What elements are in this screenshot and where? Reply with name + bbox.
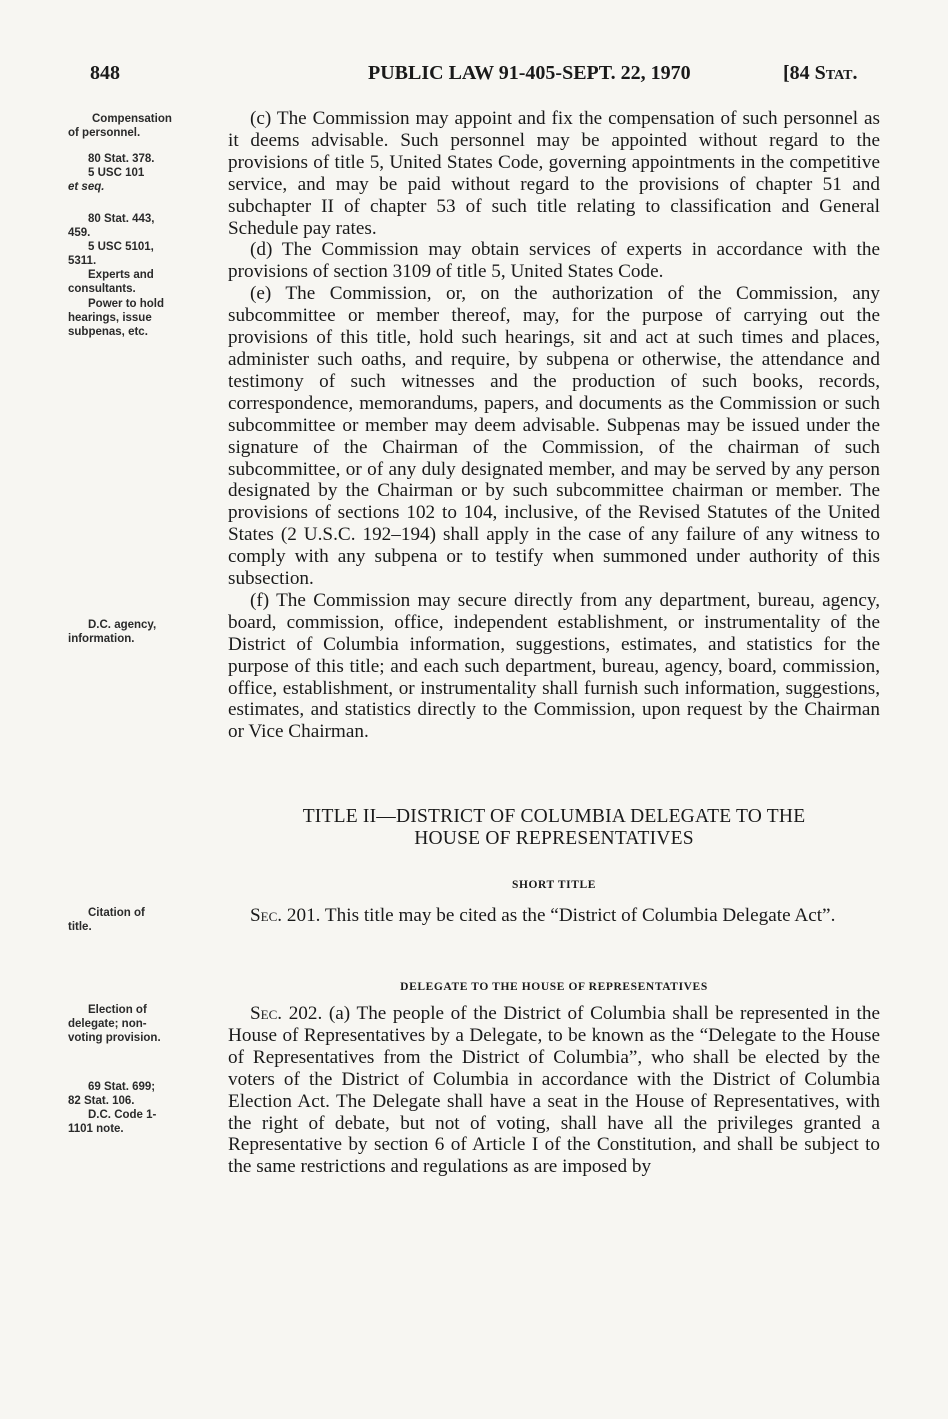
paragraph-f: (f) The Commission may secure directly from any department, bureau, agency, board, commission, office, independent establishment, or instrumentality of the District of Columbia information, suggestions, estimates, and statistics for the purpose of this title; and each such department, bureau, agency, board, commission, office, establishment, or instrumentality shall furnish such information, suggestions, estimates, and statistics directly to the Commission, upon request by the Chairman or Vice Chairman. [228, 589, 880, 743]
short-title-heading: SHORT TITLE [511, 879, 597, 891]
paragraph-d: (d) The Commission may obtain services of experts in accordance with the provisions of section 3109 of title 5, United States Code. [228, 239, 880, 283]
section-201-text: This title may be cited as the “District of Columbia Delegate Act”. [324, 905, 836, 926]
margin-line: 5311. [68, 255, 97, 267]
margin-line: 80 Stat. 443, [88, 213, 155, 225]
header-stat-prefix: [84 [783, 62, 815, 84]
margin-line: Election of [88, 1004, 147, 1016]
margin-line: 459. [68, 227, 91, 239]
title-heading [228, 806, 880, 850]
margin-line: consultants. [68, 283, 136, 295]
margin-line: 1101 note. [68, 1123, 124, 1135]
margin-line: hearings, issue [68, 312, 152, 324]
title-heading-line1: TITLE II—DISTRICT OF COLUMBIA DELEGATE TO THE [302, 806, 806, 827]
margin-line: title. [68, 921, 92, 933]
margin-note-dc-agency [68, 618, 208, 646]
section-105-continued [228, 108, 880, 743]
paragraph-e: (e) The Commission, or, on the authorization of the Commission, any subcommittee or member thereof, may, for the purpose of carrying out the provisions of this title, hold such hearings, sit and act at such times and places, administer such oaths, and require, by subpena or otherwise, the attendance and testimony of such witnesses and the production of such books, records, correspondence, memorandums, papers, and documents as the Commission or such subcommittee or member may deem advisable. Subpenas may be issued under the signature of the Chairman of the Commission, of the chairman of such subcommittee, or of any duly designated member, and may be served by any person designated by the Chairman or by such subcommittee chairman or member. The provisions of sections 102 to 104, inclusive, of the Revised Statutes of the United States (2 U.S.C. 192–194) shall apply in the case of any failure of any witness to comply with any subpena or to testify when summoned under authority of this subsection. [228, 283, 880, 590]
header-title: PUBLIC LAW 91-405-SEPT. 22, 1970 [368, 62, 691, 84]
margin-line: et seq. [68, 181, 105, 193]
margin-line: of personnel. [68, 127, 141, 139]
margin-note-cite-a [68, 152, 208, 194]
section-202-text: (a) The people of the District of Columbia shall be represented in the House of Representatives by a Delegate, to be known as the “Delegate to the House of Representatives from the District of Columbia”, who shall be elected by the voters of the District of Columbia in accordance with the District of Columbia Election Act. The Delegate shall have a seat in the House of Representatives, with the right of debate, but not of voting, shall have all the privileges granted a Representative by section 6 of Article I of the Constitution, and shall be subject to the same restrictions and regulations as are imposed by [228, 1003, 880, 1178]
margin-note-experts [68, 268, 208, 296]
margin-line: information. [68, 633, 135, 645]
section-202-label: Sec. 202. [250, 1003, 323, 1024]
margin-line: 5 USC 5101, [88, 241, 154, 253]
section-201-label: Sec. 201. [250, 905, 321, 926]
header-stat [783, 62, 858, 85]
margin-line: delegate; non- [68, 1018, 147, 1030]
margin-line: Citation of [88, 907, 145, 919]
margin-line: 5 USC 101 [88, 167, 145, 179]
margin-note-citation [68, 906, 208, 934]
section-201-paragraph [228, 905, 880, 927]
title-heading-line2: HOUSE OF REPRESENTATIVES [414, 828, 694, 849]
margin-note-cite-c [68, 1080, 208, 1136]
margin-line: 69 Stat. 699; [88, 1081, 156, 1093]
section-202 [228, 1003, 880, 1178]
paragraph-c: (c) The Commission may appoint and fix the compensation of such personnel as it deems advisable. Such personnel may be appointed without regard to the provisions of title 5, United States Code, governing appointments in the competitive service, and may be paid without regard to the provisions of chapter 51 and subchapter II of chapter 53 of such title relating to classification and General Schedule pay rates. [228, 108, 880, 239]
margin-line: D.C. Code 1- [88, 1109, 157, 1121]
header-stat-word: Stat. [814, 62, 858, 84]
margin-line: subpenas, etc. [68, 326, 148, 338]
margin-line: voting provision. [68, 1032, 161, 1044]
margin-note-election [68, 1003, 208, 1045]
margin-line: Experts and [88, 269, 154, 281]
section-202-paragraph [228, 1003, 880, 1178]
delegate-heading: DELEGATE TO THE HOUSE OF REPRESENTATIVES [400, 981, 708, 993]
margin-note-compensation [68, 112, 208, 140]
page-header [0, 62, 948, 92]
margin-line: 82 Stat. 106. [68, 1095, 135, 1107]
section-201 [228, 905, 880, 927]
margin-note-hearings [68, 297, 208, 339]
margin-note-cite-b [68, 212, 208, 268]
margin-line: Power to hold [88, 298, 165, 310]
margin-line: Compensation [92, 113, 172, 125]
margin-line: 80 Stat. 378. [88, 153, 155, 165]
margin-line: D.C. agency, [88, 619, 157, 631]
page-number: 848 [90, 62, 120, 84]
